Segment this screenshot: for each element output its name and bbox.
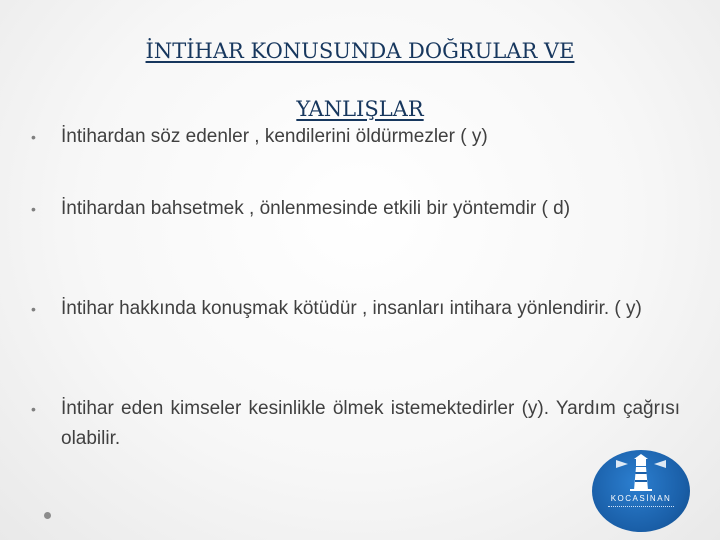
bullet-text: İntihardan söz edenler , kendilerini öldürmezler ( y)	[61, 126, 488, 147]
slide-title-line-2: YANLIŞLAR	[296, 97, 424, 121]
bullet-dot-icon: •	[31, 401, 36, 417]
bullet-dot-icon: •	[31, 301, 36, 317]
logo-subtitle-line	[608, 506, 674, 509]
bullet-item	[30, 294, 642, 324]
bullet-item	[30, 394, 680, 454]
bullet-dot-icon: •	[31, 129, 36, 145]
bullet-item	[30, 194, 570, 224]
bullet-dot-icon: •	[31, 201, 36, 217]
bullet-text: İntihar eden kimseler kesinlikle ölmek istemektedirler (y). Yardım çağrısı olabilir.	[61, 398, 680, 449]
lighthouse-icon	[592, 450, 690, 532]
bullet-text: İntihardan bahsetmek , önlenmesinde etkili bir yöntemdir ( d)	[61, 198, 571, 219]
slide-title-line-1: İNTİHAR KONUSUNDA DOĞRULAR VE	[145, 39, 575, 63]
logo-name: KOCASİNAN	[610, 494, 672, 503]
kocasinan-logo	[592, 450, 690, 532]
slide-title	[40, 22, 680, 138]
footer-dot-icon	[44, 512, 51, 519]
bullet-text: İntihar hakkında konuşmak kötüdür , insanları intihara yönlendirir. ( y)	[61, 298, 642, 319]
bullet-item	[30, 122, 488, 152]
